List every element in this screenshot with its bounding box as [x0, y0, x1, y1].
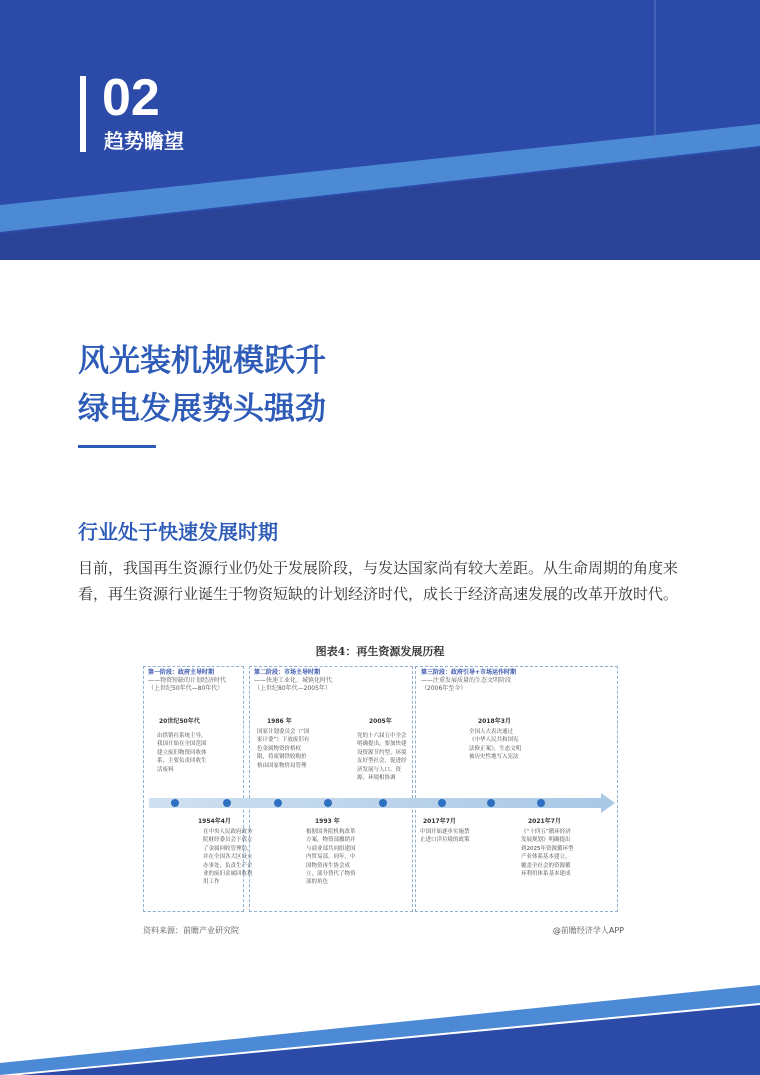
stage-3-heading: [421, 669, 611, 693]
event-text: 全国人大表决通过《中华人民共和国宪法修正案》，生态文明被历史性地写入宪法: [469, 729, 522, 761]
stage-2-heading: [254, 669, 404, 693]
body-paragraph: 目前，我国再生资源行业仍处于发展阶段，与发达国家尚有较大差距。从生命周期的角度来看，再生资源行业诞生于物资短缺的计划经济时代，成长于经济高速发展的改革开放时代。: [78, 559, 679, 603]
timeline-dot: [171, 799, 179, 807]
stage-1-title: 第一阶段：政府主导时期: [148, 669, 215, 676]
event-year: 2005年: [369, 718, 392, 725]
footer-dark-band: [20, 1005, 760, 1075]
event-year: 2021年7月: [528, 818, 561, 825]
section-number: 02: [102, 69, 160, 127]
timeline-dot: [487, 799, 495, 807]
event-year: 2017年7月: [423, 818, 456, 825]
event-year: 2018年3月: [478, 718, 511, 725]
stage-1-heading: [148, 669, 243, 693]
event-year: 1954年4月: [198, 818, 231, 825]
stage-2-sub: ——快速工业化、城镇化时代: [254, 677, 333, 684]
timeline-axis: [149, 798, 604, 808]
section-marker-bar: [80, 76, 86, 152]
stage-3-title: 第三阶段：政府引导+市场运作时期: [421, 669, 517, 676]
event-year: 20世纪50年代: [159, 718, 200, 725]
event-text: 中国开始逐步实施禁止进口洋垃圾的政策: [420, 829, 470, 844]
section-header-banner: [0, 0, 760, 260]
event-text: 由供销社系统主导，我国开始在全国范围建立废旧物资回收体系，主要负责回收生活废料: [157, 733, 207, 773]
event-text: 党的十六届五中全会明确提出，要加快建设资源节约型、环境友好型社会，促进经济发展与人口、资源、环境相协调: [357, 733, 407, 782]
event-year: 1993 年: [315, 818, 340, 825]
timeline-dot: [537, 799, 545, 807]
headline-underline: [78, 445, 156, 448]
stage-1-period: （上世纪50年代—80年代）: [148, 685, 224, 692]
figure-credit: @前瞻经济学人APP: [552, 926, 624, 935]
subheading: 行业处于快速发展时期: [78, 520, 278, 544]
stage-2-period: （上世纪80年代—2005年）: [254, 685, 331, 692]
stage-2-title: 第二阶段：市场主导时期: [254, 669, 321, 676]
headline-line-1: 风光装机规模跃升: [78, 343, 326, 379]
headline-line-2: 绿电发展势头强劲: [78, 391, 326, 427]
figure-source: 资料来源：前瞻产业研究院: [143, 926, 239, 935]
stage-1-sub: ——物资短缺的计划经济时代: [148, 677, 227, 684]
timeline-dot: [379, 799, 387, 807]
event-year: 1986 年: [267, 718, 292, 725]
page-headline: [78, 337, 326, 433]
event-text: 根据国务院机构改革方案，物资部撤销并与商业部共同组建国内贸易部。同年，中国物资再生协会成立，部分替代了物资部的角色: [306, 829, 356, 886]
stage-3-period: （2006年至今）: [421, 685, 467, 692]
section-title: 趋势瞻望: [104, 129, 184, 153]
footer-stripes: [0, 985, 760, 1075]
timeline-dot: [274, 799, 282, 807]
stage-3-sub: ——注重发展质量的生态文明阶段: [421, 677, 512, 684]
stage-box-3: [415, 666, 618, 912]
timeline-dot: [223, 799, 231, 807]
timeline-arrowhead: [601, 793, 615, 813]
figure-title: 图表4：再生资源发展历程: [315, 645, 445, 658]
event-text: 在中央人民政府政务院财经委员会下成立了金属回收管理局，并在全国各大区设立办事处，负责生产企业的废旧金属回收利用工作: [203, 829, 253, 886]
event-text: 国家计划委员会（“国家计委”）下放废旧有色金属物资价格权限，将废钢铁收购价格由国家物价局管理: [257, 729, 310, 769]
timeline-dot: [438, 799, 446, 807]
timeline-figure: [143, 666, 618, 916]
event-text: 《“十四五”循环经济发展规划》明确提出到2025年资源循环型产业体系基本建立，覆盖全社会的资源循环利用体系基本建成: [521, 829, 574, 878]
timeline-dot: [324, 799, 332, 807]
